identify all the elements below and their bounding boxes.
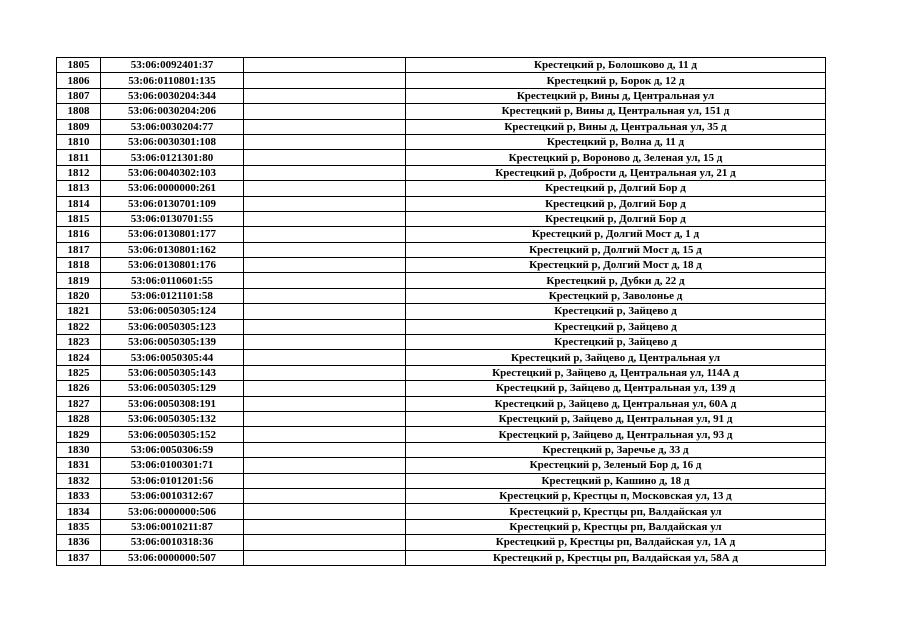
cadastral-number-cell: 53:06:0101201:56 — [101, 473, 244, 488]
address-cell: Крестецкий р, Вины д, Центральная ул, 151 д — [406, 104, 826, 119]
empty-cell — [244, 165, 406, 180]
cadastral-number-cell: 53:06:0030204:77 — [101, 119, 244, 134]
cadastral-number-cell: 53:06:0050305:132 — [101, 411, 244, 426]
table-row — [57, 119, 826, 134]
empty-cell — [244, 88, 406, 103]
empty-cell — [244, 319, 406, 334]
row-number-cell: 1831 — [57, 458, 101, 473]
table-row — [57, 319, 826, 334]
address-cell: Крестецкий р, Заволонье д — [406, 288, 826, 303]
address-cell: Крестецкий р, Борок д, 12 д — [406, 73, 826, 88]
row-number-cell: 1833 — [57, 488, 101, 503]
address-cell: Крестецкий р, Зайцево д, Центральная ул, 139 д — [406, 381, 826, 396]
address-cell: Крестецкий р, Зайцево д, Центральная ул, 60А д — [406, 396, 826, 411]
cadastral-number-cell: 53:06:0121301:80 — [101, 150, 244, 165]
row-number-cell: 1835 — [57, 519, 101, 534]
table-row — [57, 535, 826, 550]
table-row — [57, 381, 826, 396]
table-row — [57, 273, 826, 288]
row-number-cell: 1834 — [57, 504, 101, 519]
row-number-cell: 1836 — [57, 535, 101, 550]
address-cell: Крестецкий р, Вины д, Центральная ул — [406, 88, 826, 103]
empty-cell — [244, 211, 406, 226]
cadastral-number-cell: 53:06:0010211:87 — [101, 519, 244, 534]
row-number-cell: 1832 — [57, 473, 101, 488]
address-cell: Крестецкий р, Крестцы п, Московская ул, 13 д — [406, 488, 826, 503]
empty-cell — [244, 304, 406, 319]
cadastral-number-cell: 53:06:0050305:152 — [101, 427, 244, 442]
empty-cell — [244, 227, 406, 242]
cadastral-number-cell: 53:06:0000000:261 — [101, 181, 244, 196]
address-cell: Крестецкий р, Долгий Мост д, 15 д — [406, 242, 826, 257]
row-number-cell: 1818 — [57, 258, 101, 273]
empty-cell — [244, 58, 406, 73]
row-number-cell: 1826 — [57, 381, 101, 396]
table-row — [57, 211, 826, 226]
cadastral-number-cell: 53:06:0050305:44 — [101, 350, 244, 365]
empty-cell — [244, 427, 406, 442]
table-row — [57, 104, 826, 119]
table-row — [57, 427, 826, 442]
address-cell: Крестецкий р, Болошково д, 11 д — [406, 58, 826, 73]
empty-cell — [244, 119, 406, 134]
cadastral-number-cell: 53:06:0050306:59 — [101, 442, 244, 457]
empty-cell — [244, 242, 406, 257]
empty-cell — [244, 473, 406, 488]
row-number-cell: 1822 — [57, 319, 101, 334]
address-cell: Крестецкий р, Заречье д, 33 д — [406, 442, 826, 457]
address-cell: Крестецкий р, Вороново д, Зеленая ул, 15 д — [406, 150, 826, 165]
address-cell: Крестецкий р, Крестцы рп, Валдайская ул, 58А д — [406, 550, 826, 565]
empty-cell — [244, 350, 406, 365]
table-row — [57, 473, 826, 488]
table-row — [57, 150, 826, 165]
registry-table — [56, 57, 826, 566]
row-number-cell: 1806 — [57, 73, 101, 88]
row-number-cell: 1829 — [57, 427, 101, 442]
cadastral-number-cell: 53:06:0040302:103 — [101, 165, 244, 180]
address-cell: Крестецкий р, Зайцево д, Центральная ул, 91 д — [406, 411, 826, 426]
empty-cell — [244, 535, 406, 550]
empty-cell — [244, 273, 406, 288]
row-number-cell: 1807 — [57, 88, 101, 103]
empty-cell — [244, 519, 406, 534]
cadastral-number-cell: 53:06:0010318:36 — [101, 535, 244, 550]
cadastral-number-cell: 53:06:0050305:139 — [101, 335, 244, 350]
table-row — [57, 504, 826, 519]
cadastral-number-cell: 53:06:0050305:129 — [101, 381, 244, 396]
address-cell: Крестецкий р, Зайцево д — [406, 319, 826, 334]
address-cell: Крестецкий р, Крестцы рп, Валдайская ул — [406, 504, 826, 519]
cadastral-number-cell: 53:06:0110601:55 — [101, 273, 244, 288]
table-row — [57, 550, 826, 565]
row-number-cell: 1813 — [57, 181, 101, 196]
cadastral-number-cell: 53:06:0050305:123 — [101, 319, 244, 334]
cadastral-number-cell: 53:06:0030204:344 — [101, 88, 244, 103]
table-row — [57, 365, 826, 380]
table-row — [57, 411, 826, 426]
address-cell: Крестецкий р, Долгий Мост д, 1 д — [406, 227, 826, 242]
table-row — [57, 242, 826, 257]
row-number-cell: 1819 — [57, 273, 101, 288]
cadastral-number-cell: 53:06:0092401:37 — [101, 58, 244, 73]
table-row — [57, 58, 826, 73]
empty-cell — [244, 73, 406, 88]
address-cell: Крестецкий р, Волна д, 11 д — [406, 134, 826, 149]
empty-cell — [244, 550, 406, 565]
cadastral-number-cell: 53:06:0050305:124 — [101, 304, 244, 319]
cadastral-number-cell: 53:06:0010312:67 — [101, 488, 244, 503]
row-number-cell: 1830 — [57, 442, 101, 457]
address-cell: Крестецкий р, Долгий Мост д, 18 д — [406, 258, 826, 273]
table-row — [57, 196, 826, 211]
table-row — [57, 488, 826, 503]
address-cell: Крестецкий р, Кашино д, 18 д — [406, 473, 826, 488]
row-number-cell: 1816 — [57, 227, 101, 242]
table-row — [57, 73, 826, 88]
table-row — [57, 88, 826, 103]
row-number-cell: 1815 — [57, 211, 101, 226]
table-row — [57, 458, 826, 473]
empty-cell — [244, 258, 406, 273]
cadastral-number-cell: 53:06:0000000:506 — [101, 504, 244, 519]
row-number-cell: 1811 — [57, 150, 101, 165]
row-number-cell: 1820 — [57, 288, 101, 303]
empty-cell — [244, 381, 406, 396]
row-number-cell: 1824 — [57, 350, 101, 365]
address-cell: Крестецкий р, Долгий Бор д — [406, 196, 826, 211]
table-row — [57, 304, 826, 319]
empty-cell — [244, 396, 406, 411]
cadastral-number-cell: 53:06:0030204:206 — [101, 104, 244, 119]
empty-cell — [244, 181, 406, 196]
row-number-cell: 1837 — [57, 550, 101, 565]
row-number-cell: 1809 — [57, 119, 101, 134]
cadastral-number-cell: 53:06:0130701:55 — [101, 211, 244, 226]
empty-cell — [244, 442, 406, 457]
row-number-cell: 1808 — [57, 104, 101, 119]
cadastral-number-cell: 53:06:0000000:507 — [101, 550, 244, 565]
address-cell: Крестецкий р, Крестцы рп, Валдайская ул — [406, 519, 826, 534]
row-number-cell: 1810 — [57, 134, 101, 149]
address-cell: Крестецкий р, Долгий Бор д — [406, 211, 826, 226]
cadastral-number-cell: 53:06:0050305:143 — [101, 365, 244, 380]
cadastral-number-cell: 53:06:0100301:71 — [101, 458, 244, 473]
address-cell: Крестецкий р, Зайцево д, Центральная ул, 93 д — [406, 427, 826, 442]
empty-cell — [244, 504, 406, 519]
table-row — [57, 442, 826, 457]
cadastral-number-cell: 53:06:0130801:177 — [101, 227, 244, 242]
empty-cell — [244, 104, 406, 119]
address-cell: Крестецкий р, Вины д, Центральная ул, 35 д — [406, 119, 826, 134]
empty-cell — [244, 196, 406, 211]
table-row — [57, 134, 826, 149]
table-row — [57, 181, 826, 196]
row-number-cell: 1828 — [57, 411, 101, 426]
empty-cell — [244, 288, 406, 303]
address-cell: Крестецкий р, Зайцево д, Центральная ул, 114А д — [406, 365, 826, 380]
address-cell: Крестецкий р, Зайцево д — [406, 304, 826, 319]
empty-cell — [244, 335, 406, 350]
table-row — [57, 396, 826, 411]
row-number-cell: 1805 — [57, 58, 101, 73]
address-cell: Крестецкий р, Зайцево д, Центральная ул — [406, 350, 826, 365]
registry-table-body — [57, 58, 826, 566]
row-number-cell: 1814 — [57, 196, 101, 211]
table-row — [57, 227, 826, 242]
table-row — [57, 350, 826, 365]
empty-cell — [244, 488, 406, 503]
cadastral-number-cell: 53:06:0030301:108 — [101, 134, 244, 149]
row-number-cell: 1821 — [57, 304, 101, 319]
cadastral-number-cell: 53:06:0130701:109 — [101, 196, 244, 211]
address-cell: Крестецкий р, Добрости д, Центральная ул, 21 д — [406, 165, 826, 180]
table-row — [57, 258, 826, 273]
address-cell: Крестецкий р, Дубки д, 22 д — [406, 273, 826, 288]
empty-cell — [244, 458, 406, 473]
empty-cell — [244, 411, 406, 426]
cadastral-number-cell: 53:06:0050308:191 — [101, 396, 244, 411]
row-number-cell: 1827 — [57, 396, 101, 411]
cadastral-number-cell: 53:06:0110801:135 — [101, 73, 244, 88]
document-page — [56, 57, 826, 566]
empty-cell — [244, 365, 406, 380]
row-number-cell: 1825 — [57, 365, 101, 380]
address-cell: Крестецкий р, Зайцево д — [406, 335, 826, 350]
table-row — [57, 519, 826, 534]
row-number-cell: 1817 — [57, 242, 101, 257]
row-number-cell: 1823 — [57, 335, 101, 350]
cadastral-number-cell: 53:06:0121101:58 — [101, 288, 244, 303]
table-row — [57, 335, 826, 350]
address-cell: Крестецкий р, Долгий Бор д — [406, 181, 826, 196]
address-cell: Крестецкий р, Крестцы рп, Валдайская ул, 1А д — [406, 535, 826, 550]
cadastral-number-cell: 53:06:0130801:176 — [101, 258, 244, 273]
address-cell: Крестецкий р, Зеленый Бор д, 16 д — [406, 458, 826, 473]
empty-cell — [244, 150, 406, 165]
row-number-cell: 1812 — [57, 165, 101, 180]
cadastral-number-cell: 53:06:0130801:162 — [101, 242, 244, 257]
empty-cell — [244, 134, 406, 149]
table-row — [57, 288, 826, 303]
table-row — [57, 165, 826, 180]
